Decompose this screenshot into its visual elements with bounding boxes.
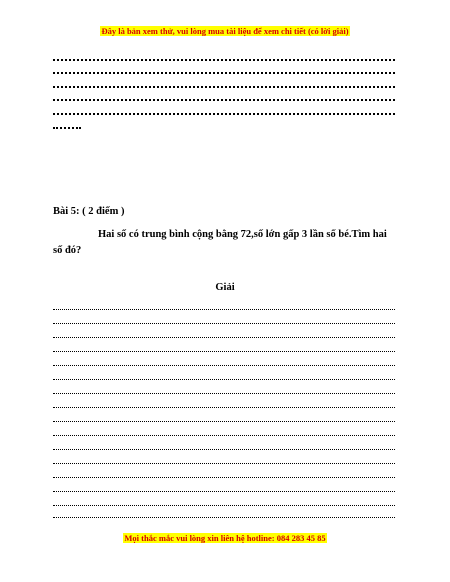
solution-line [53, 379, 395, 380]
hotline-text: Mọi thắc mắc vui lòng xin liên hệ hotline: 084 283 45 85 [124, 533, 326, 543]
solution-line [53, 323, 395, 324]
solution-line [53, 351, 395, 352]
hotline-banner [0, 533, 450, 543]
solution-line [53, 435, 395, 436]
solution-heading: Giải [215, 282, 235, 293]
solution-line [53, 477, 395, 478]
solution-line [53, 365, 395, 366]
solution-line [53, 407, 395, 408]
solution-line [53, 517, 395, 518]
answer-line [53, 127, 81, 129]
solution-line [53, 491, 395, 492]
solution-line [53, 463, 395, 464]
solution-line [53, 449, 395, 450]
solution-line [53, 337, 395, 338]
answer-line [53, 113, 395, 115]
solution-line [53, 309, 395, 310]
answer-line [53, 72, 395, 74]
solution-line [53, 421, 395, 422]
answer-line [53, 86, 395, 88]
exercise-question: Hai số có trung bình cộng bằng 72,số lớn gấp 3 lần số bé.Tìm hai số đó? [53, 229, 387, 256]
answer-line [53, 59, 395, 61]
solution-line [53, 505, 395, 506]
exercise-title: Bài 5: ( 2 điểm ) [53, 206, 125, 217]
solution-line [53, 393, 395, 394]
preview-notice-text: Đây là bản xem thử, vui lòng mua tài liệu để xem chi tiết (có lời giải) [101, 26, 349, 36]
preview-notice-banner [0, 26, 450, 36]
answer-line [53, 99, 395, 101]
